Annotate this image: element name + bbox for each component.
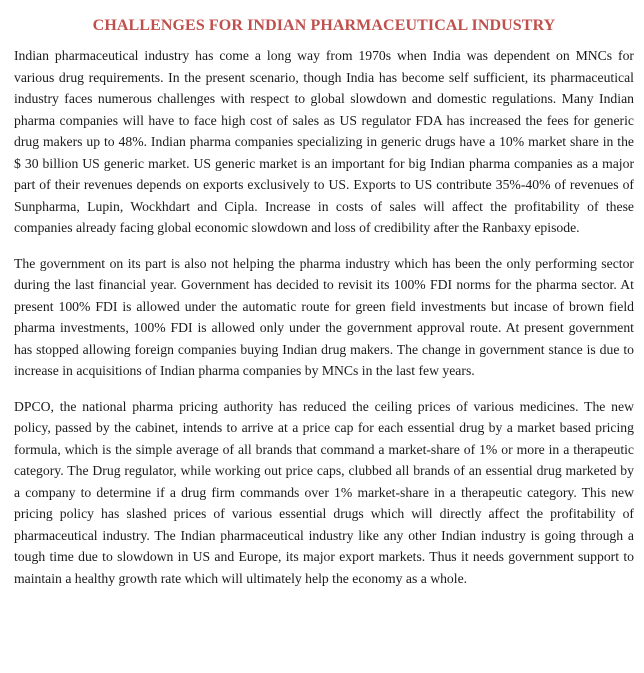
document-title: CHALLENGES FOR INDIAN PHARMACEUTICAL INDUSTRY — [92, 17, 556, 34]
paragraph-pricing-policy: DPCO, the national pharma pricing authority has reduced the ceiling prices of various medicines. The new policy, passed by the cabinet, intends to arrive at a price cap for each essential drug by a market based pricing formula, which is the simple average of all brands that command a market-share of 1% or more in a therapeutic category. The Drug regulator, while working out price caps, clubbed all brands of an essential drug marketed by a company to determine if a drug firm commands over 1% market-share in a therapeutic category. This new pricing policy has slashed prices of various essential drugs which will directly affect the profitability of pharmaceutical industry. The Indian pharmaceutical industry like any other Indian industry is going through a tough time due to slowdown in US and Europe, its major export markets. Thus it needs government support to maintain a healthy growth rate which will ultimately help the economy as a whole. — [14, 398, 634, 586]
paragraph-fda-fees: Indian pharmaceutical industry has come a long way from 1970s when India was dependent on MNCs for various drug requirements. In the present scenario, though India has become self sufficient, its pharmaceutical industry faces numerous challenges with respect to global slowdown and domestic regulations. Many Indian pharma companies will have to face high cost of sales as US regulator FDA has increased the fees for generic drug makers up to 48%. Indian pharma companies specializing in generic drugs have a 10% market share in the $ 30 billion US generic market. US generic market is an important for big Indian pharma companies as a major part of their revenues depends on exports exclusively to US. Exports to US contribute 35%-40% of revenues of Sunpharma, Lupin, Wockhdart and Cipla. Increase in costs of sales will affect the profitability of these companies already facing global economic slowdown and loss of credibility after the Ranbaxy episode. — [14, 48, 634, 235]
paragraph-fdi-norms: The government on its part is also not helping the pharma industry which has been the only performing sector during the last financial year. Government has decided to revisit its 100% FDI norms for the pharma sector. At present 100% FDI is allowed under the automatic route for green field investments but incase of brown field pharma investments, 100% FDI is allowed only under the government approval route. At present government has stopped allowing foreign companies buying Indian drug makers. The change in government stance is due to increase in acquisitions of Indian pharma companies by MNCs in the last few years. — [14, 255, 634, 378]
